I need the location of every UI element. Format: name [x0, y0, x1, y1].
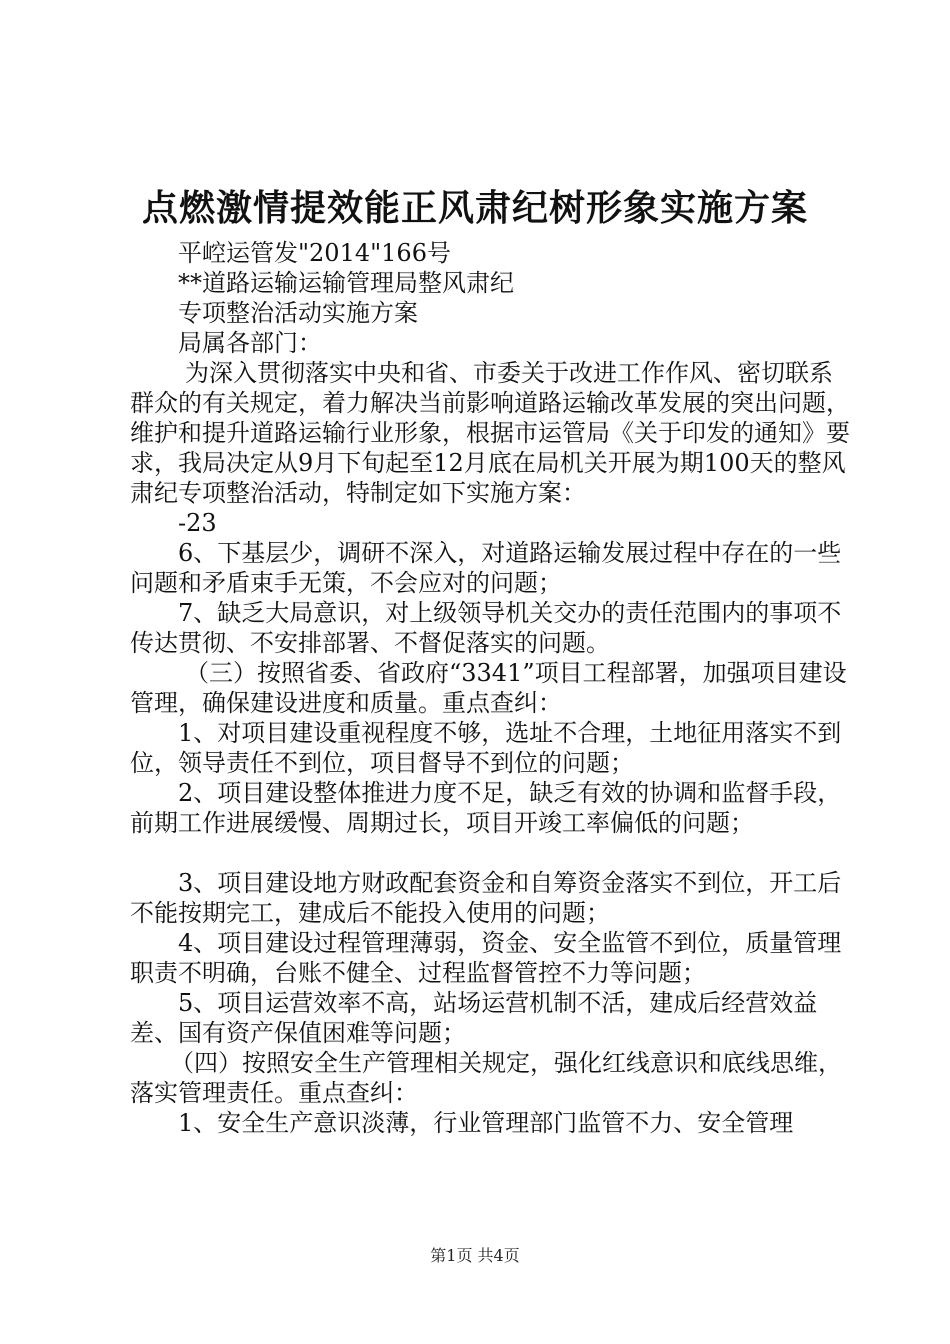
blank-line [130, 838, 850, 868]
page-footer: 第1页 共4页 [430, 1246, 520, 1265]
section-three-item-3: 3、项目建设地方财政配套资金和自筹资金落实不到位，开工后不能按期完工，建成后不能投入使用的问题； [130, 869, 842, 927]
section-three-item-4: 4、项目建设过程管理薄弱，资金、安全监管不到位，质量管理职责不明确，台账不健全、过程监督管控不力等问题； [130, 929, 842, 987]
agency-line: **道路运输运输管理局整风肃纪 [178, 269, 514, 297]
document-title: 点燃激情提效能正风肃纪树形象实施方案 [141, 187, 808, 229]
section-four-heading: （四）按照安全生产管理相关规定，强化红线意识和底线思维，落实管理责任。重点查纠： [130, 1049, 842, 1107]
list-item-7: 7、缺乏大局意识，对上级领导机关交办的责任范围内的事项不传达贯彻、不安排部署、不督促落实的问题。 [130, 599, 842, 657]
list-item-6: 6、下基层少，调研不深入，对道路运输发展过程中存在的一些问题和矛盾束手无策，不会应对的问题； [130, 539, 842, 597]
plan-name-line: 专项整治活动实施方案 [178, 299, 418, 327]
document-body [130, 238, 850, 1138]
section-three-item-1: 1、对项目建设重视程度不够，选址不合理，土地征用落实不到位，领导责任不到位，项目督导不到位的问题； [130, 719, 842, 777]
section-three-item-2: 2、项目建设整体推进力度不足，缺乏有效的协调和监督手段，前期工作进展缓慢、周期过长，项目开竣工率偏低的问题； [130, 779, 842, 837]
section-three-item-5: 5、项目运营效率不高，站场运营机制不活，建成后经营效益差、国有资产保值困难等问题； [130, 989, 818, 1047]
intro-paragraph: 为深入贯彻落实中央和省、市委关于改进工作作风、密切联系群众的有关规定，着力解决当前影响道路运输改革发展的突出问题，维护和提升道路运输行业形象，根据市运管局《关于印发的通知》要求，我局决定从9月下旬起至12月底在局机关开展为期100天的整风肃纪专项整治活动，特制定如下实施方案： [130, 359, 850, 507]
section-four-item-1: 1、安全生产意识淡薄，行业管理部门监管不力、安全管理 [178, 1109, 794, 1137]
doc-number-line: 平崆运管发"2014"166号 [178, 239, 451, 267]
recipient-line: 局属各部门： [178, 329, 322, 357]
page-marker: -23 [178, 509, 217, 537]
section-three-heading: （三）按照省委、省政府“3341”项目工程部署，加强项目建设管理，确保建设进度和质量。重点查纠： [130, 659, 847, 717]
